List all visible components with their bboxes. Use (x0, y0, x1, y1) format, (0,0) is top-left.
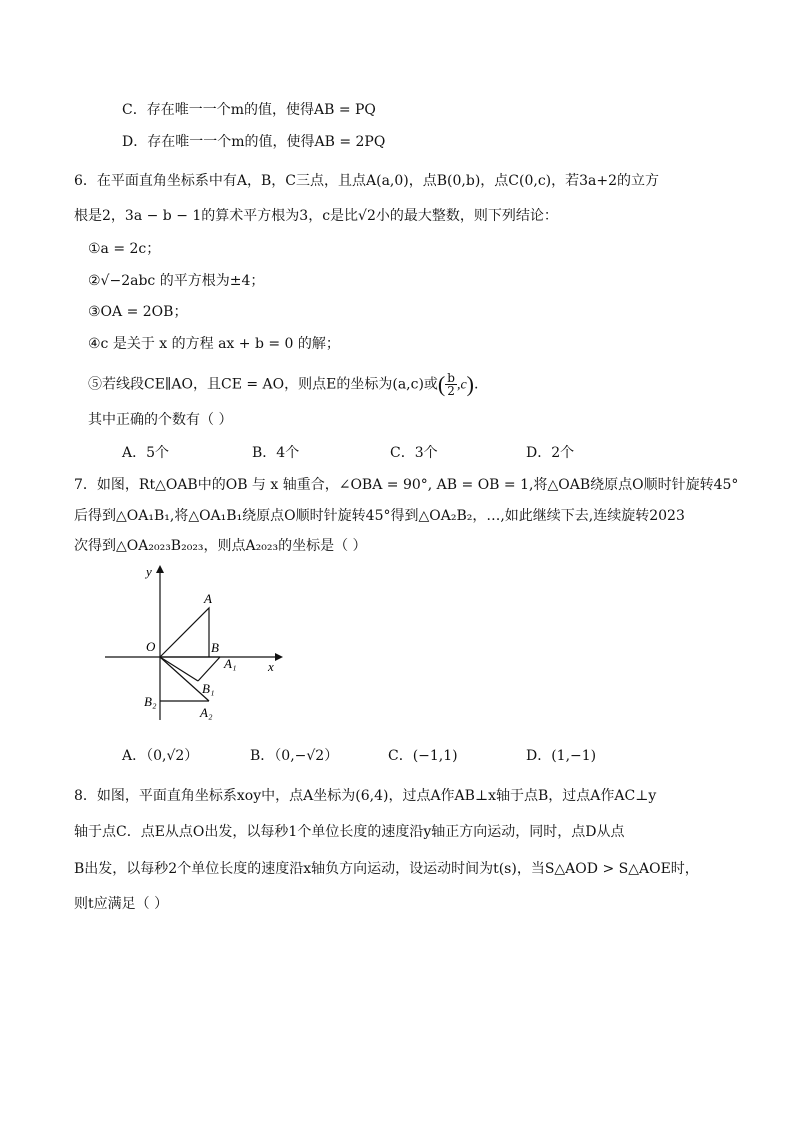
label-a: A (204, 591, 212, 606)
q5-option-c: C．存在唯一一个m的值，使得AB = PQ (122, 102, 376, 118)
q6-statement-5-text: ⑤若线段CE∥AO，且CE = AO，则点E的坐标为(a,c)或 (88, 376, 438, 393)
q6-option-a: A．5个 (122, 445, 170, 461)
q6-option-d: D．2个 (526, 445, 575, 461)
label-b1: B₁ (202, 681, 215, 696)
triangle-oab (160, 608, 209, 657)
label-a2: A₂ (200, 705, 213, 720)
label-b: B (211, 640, 219, 655)
q7-option-a: A．（0,√2） (122, 748, 199, 764)
label-x: x (268, 659, 274, 674)
q7-option-c: C．(−1,1) (388, 748, 458, 764)
label-y: y (146, 564, 152, 579)
q6-statement-3: ③OA = 2OB； (88, 304, 188, 320)
q6-statement-5: ⑤若线段CE∥AO，且CE = AO，则点E的坐标为(a,c)或( $\frac{b}{2}$ ,c). (88, 371, 479, 398)
q6-statement-2: ②√−2abc 的平方根为±4； (88, 273, 265, 289)
q8-stem-line2: 轴于点C．点E从点O出发，以每秒1个单位长度的速度沿y轴正方向运动，同时，点D从点 (74, 824, 625, 840)
y-axis-arrow (156, 565, 164, 573)
segment-a1b1 (198, 657, 220, 681)
q6-option-b: B．4个 (252, 445, 300, 461)
q8-stem-line4: 则t应满足（ ） (74, 896, 169, 912)
label-o: O (146, 639, 156, 654)
q6-option-c: C．3个 (390, 445, 438, 461)
q6-question: 其中正确的个数有（ ） (88, 412, 233, 428)
q7-option-b: B．（0,−√2） (250, 748, 339, 764)
q8-stem-line3: B出发，以每秒2个单位长度的速度沿x轴负方向运动，设运动时间为t(s)，当S△AOD > S△AOE时， (74, 861, 699, 877)
label-a1: A₁ (224, 656, 237, 671)
q6-stem-line1: 6．在平面直角坐标系中有A，B，C三点，且点A(a,0)，点B(0,b)，点C(0,c)，若3a+2的立方 (74, 173, 660, 189)
x-axis-arrow (275, 653, 283, 661)
segment-ob1 (160, 657, 198, 681)
q6-stem-line2: 根是2，3a − b − 1的算术平方根为3，c是比√2小的最大整数，则下列结论： (74, 208, 558, 224)
q8-stem-line1: 8．如图，平面直角坐标系xoy中，点A坐标为(6,4)，过点A作AB⊥x轴于点B，过点A作AC⊥y (74, 788, 657, 804)
q7-stem-line3: 次得到△OA₂₀₂₃B₂₀₂₃，则点A₂₀₂₃的坐标是（ ） (74, 538, 367, 554)
q5-option-d: D．存在唯一一个m的值，使得AB = 2PQ (122, 134, 386, 150)
q6-statement-4: ④c 是关于 x 的方程 ax + b = 0 的解； (88, 336, 340, 352)
q7-stem-line2: 后得到△OA₁B₁,将△OA₁B₁绕原点O顺时针旋转45°得到△OA₂B₂，…,如此继续下去,连续旋转2023 (74, 508, 685, 524)
q7-rotation-figure (100, 560, 300, 725)
fraction-b-over-2: $\frac{b}{2}$ (447, 371, 455, 398)
q7-stem-line1: 7．如图，Rt△OAB中的OB 与 x 轴重合，∠OBA = 90°, AB = OB = 1,将△OAB绕原点O顺时针旋转45° (74, 477, 739, 493)
q6-statement-1: ①a = 2c； (88, 241, 161, 257)
q7-option-d: D．(1,−1) (526, 748, 597, 764)
label-b2: B₂ (144, 694, 157, 709)
